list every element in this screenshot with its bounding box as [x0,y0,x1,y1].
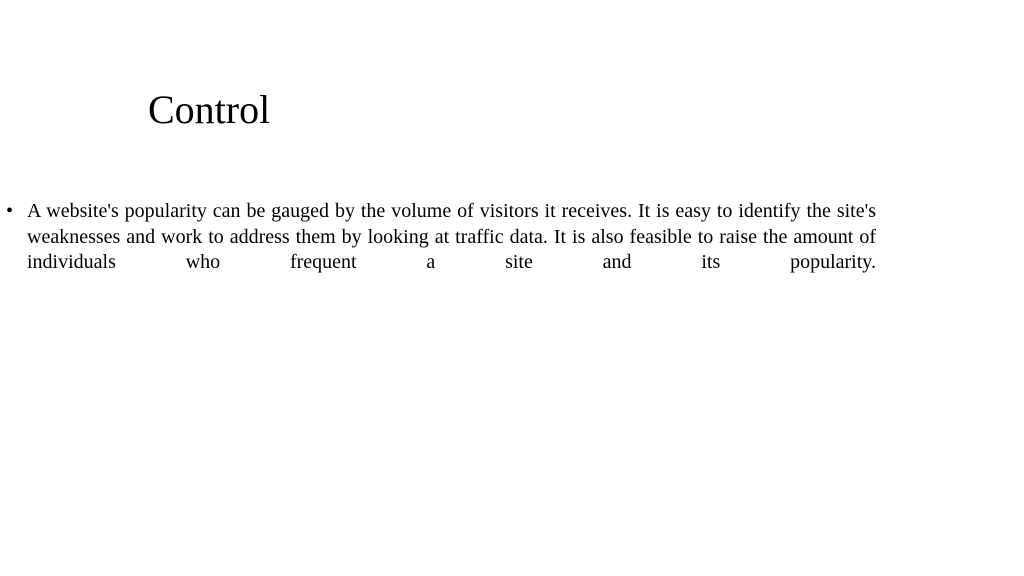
bullet-item [0,199,876,276]
slide-title: Control [148,87,271,132]
bullet-marker: • [6,200,14,222]
bullet-text: A website's popularity can be gauged by the volume of visitors it receives. It is easy to identify the site's weaknesses and work to address them by looking at traffic data. It is also feasible to raise the amount of individuals who frequent a site and its popularity. [27,200,876,273]
bullet-list [0,199,876,276]
